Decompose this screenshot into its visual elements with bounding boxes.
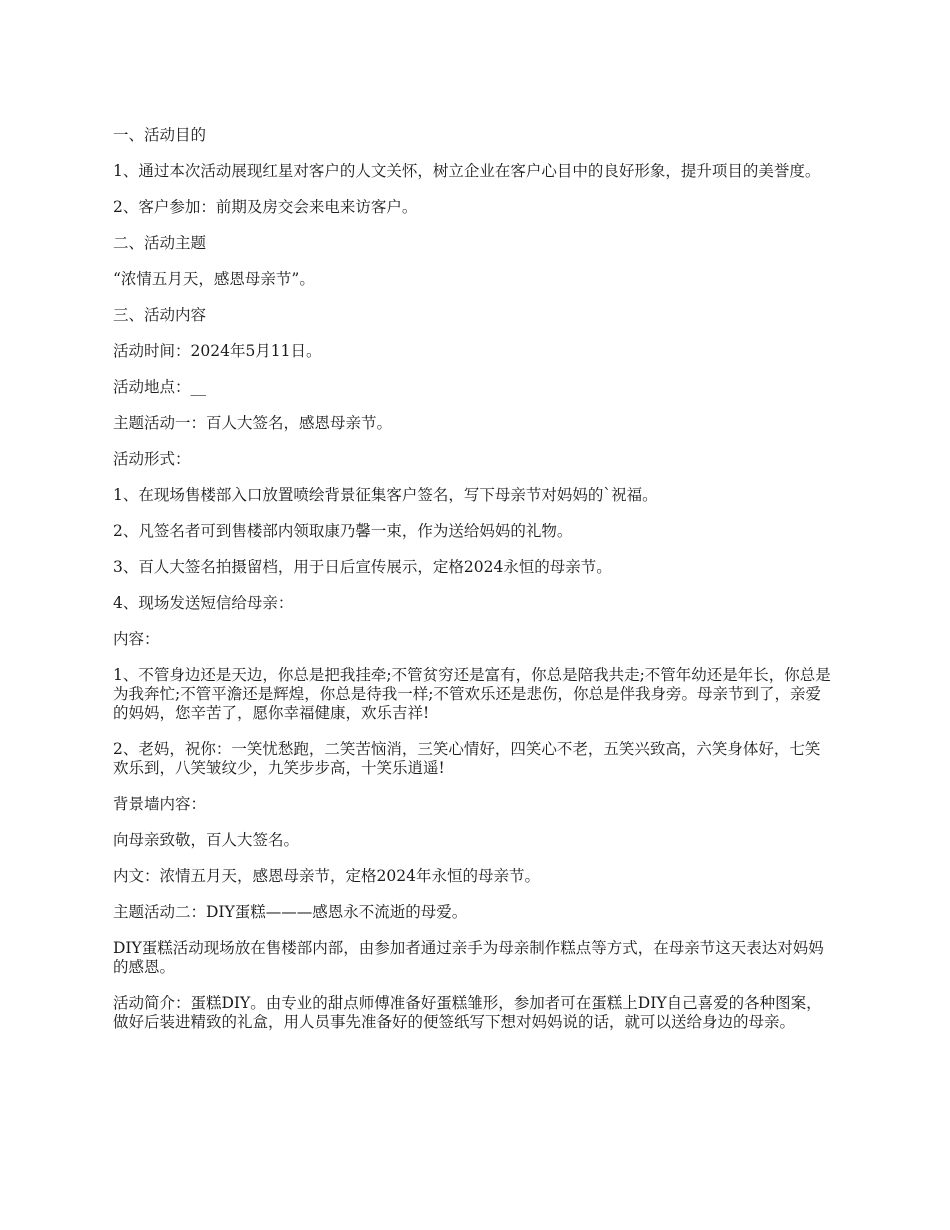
- paragraph: 主题活动二：DIY蛋糕———感恩永不流逝的母爱。: [113, 903, 468, 921]
- paragraph: 2、老妈，祝你：一笑忧愁跑，二笑苦恼消，三笑心情好，四笑心不老，五笑兴致高，六笑身体好，七笑欢乐到，八笑皱纹少，九笑步步高，十笑乐逍遥!: [113, 740, 821, 777]
- paragraph: 2、凡签名者可到售楼部内领取康乃馨一束，作为送给妈妈的礼物。: [113, 522, 573, 540]
- paragraph: DIY蛋糕活动现场放在售楼部内部，由参加者通过亲手为母亲制作糕点等方式，在母亲节这天表达对妈妈的感恩。: [113, 939, 824, 976]
- paragraph: 活动简介：蛋糕DIY。由专业的甜点师傅准备好蛋糕雏形，参加者可在蛋糕上DIY自己喜爱的各种图案，做好后装进精致的礼盒，用人员事先准备好的便签纸写下想对妈妈说的话，就可以送给身边的母亲。: [113, 994, 822, 1031]
- section-heading-purpose: 一、活动目的: [113, 126, 207, 144]
- paragraph: 内容：: [113, 630, 160, 648]
- paragraph: 3、百人大签名拍摄留档，用于日后宣传展示，定格2024永恒的母亲节。: [113, 558, 612, 576]
- section-heading-theme: 二、活动主题: [113, 234, 207, 252]
- paragraph: 1、不管身边还是天边，你总是把我挂牵;不管贫穷还是富有，你总是陪我共走;不管年幼还是年长，你总是为我奔忙;不管平澹还是辉煌，你总是待我一样;不管欢乐还是悲伤，你总是伴我身旁。母亲节到了，亲爱的妈妈，您辛苦了，愿你幸福健康，欢乐吉祥!: [113, 666, 831, 722]
- paragraph: 内文：浓情五月天，感恩母亲节，定格2024年永恒的母亲节。: [113, 867, 540, 885]
- paragraph: 向母亲致敬，百人大签名。: [113, 831, 300, 849]
- paragraph: 活动地点：__: [113, 378, 207, 396]
- paragraph: 主题活动一：百人大签名，感恩母亲节。: [113, 414, 393, 432]
- paragraph: 1、在现场售楼部入口放置喷绘背景征集客户签名，写下母亲节对妈妈的`祝福。: [113, 486, 658, 504]
- paragraph: 2、客户参加：前期及房交会来电来访客户。: [113, 198, 418, 216]
- paragraph: 活动时间：2024年5月11日。: [113, 342, 322, 360]
- document-body: [113, 126, 835, 1049]
- paragraph: “浓情五月天，感恩母亲节”。: [113, 270, 315, 288]
- paragraph: 活动形式：: [113, 450, 191, 468]
- paragraph: 4、现场发送短信给母亲：: [113, 594, 294, 612]
- section-heading-content: 三、活动内容: [113, 306, 207, 324]
- paragraph: 背景墙内容：: [113, 795, 207, 813]
- paragraph: 1、通过本次活动展现红星对客户的人文关怀，树立企业在客户心目中的良好形象，提升项目的美誉度。: [113, 162, 821, 180]
